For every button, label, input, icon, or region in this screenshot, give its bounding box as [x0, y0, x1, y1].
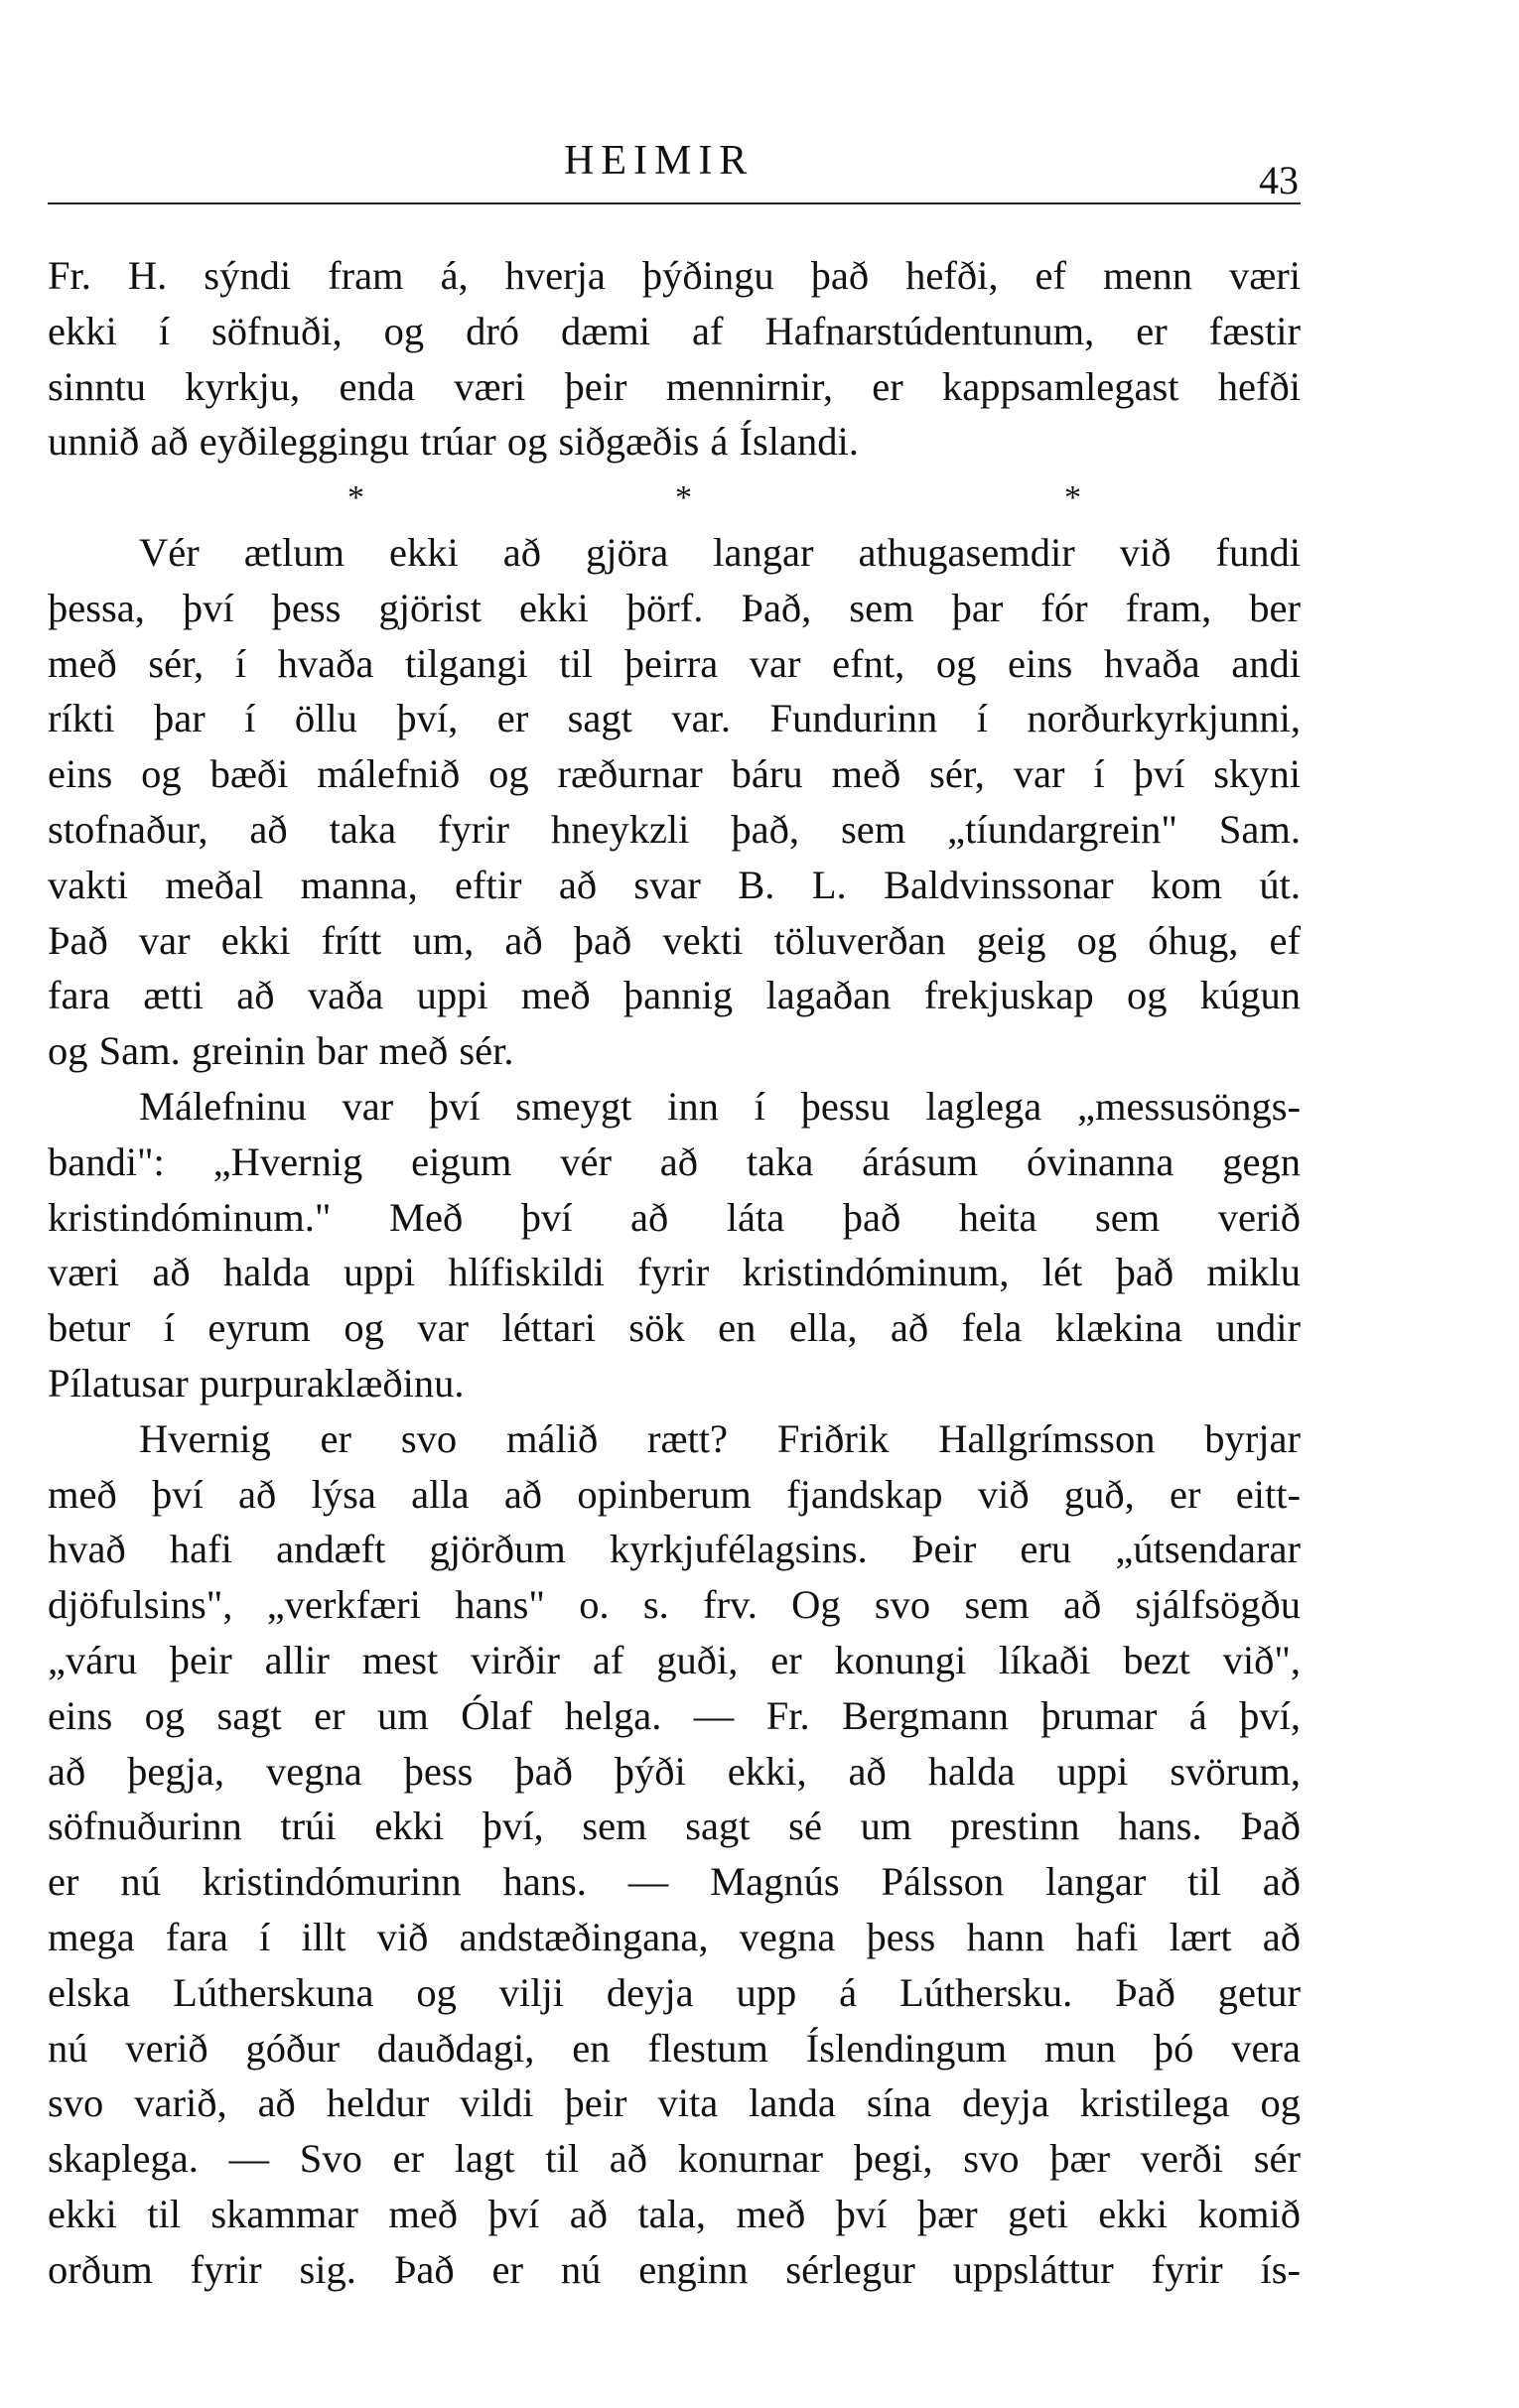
text-line: ekki í söfnuði, og dró dæmi af Hafnarstúdentunum, er fæstir [48, 308, 1301, 353]
text-line: betur í eyrum og var léttari sök en ella, að fela klækina undir [48, 1305, 1301, 1351]
text-line: söfnuðurinn trúi ekki því, sem sagt sé um prestinn hans. Það [48, 1804, 1301, 1849]
text-line: unnið að eyðileggingu trúar og siðgæðis á Íslandi. [48, 419, 859, 465]
text-line: væri að halda uppi hlífiskildi fyrir kristindóminum, lét það miklu [48, 1250, 1301, 1295]
text-line: Hvernig er svo málið rætt? Friðrik Hallgrímsson byrjar [139, 1415, 1301, 1461]
text-line: djöfulsins", „verkfæri hans" o. s. frv. Og svo sem að sjálfsögðu [48, 1582, 1301, 1628]
text-line: orðum fyrir sig. Það er nú enginn sérlegur uppsláttur fyrir ís- [48, 2246, 1301, 2292]
text-line: ekki til skammar með því að tala, með því þær geti ekki komið [48, 2191, 1301, 2236]
header-rule [48, 202, 1301, 204]
text-line: ríkti þar í öllu því, er sagt var. Fundurinn í norðurkyrkjunni, [48, 696, 1301, 741]
text-line: eins og sagt er um Ólaf helga. — Fr. Bergmann þrumar á því, [48, 1692, 1301, 1738]
text-line: með því að lýsa alla að opinberum fjandskap við guð, er eitt- [48, 1471, 1301, 1517]
text-line: nú verið góður dauðdagi, en flestum Íslendingum mun þó vera [48, 2025, 1301, 2071]
text-line: Vér ætlum ekki að gjöra langar athugasemdir við fundi [139, 529, 1301, 575]
asterisk: * [1064, 479, 1081, 517]
page-header [48, 137, 1299, 206]
text-line: þessa, því þess gjörist ekki þörf. Það, sem þar fór fram, ber [48, 585, 1301, 630]
text-line: bandi": „Hvernig eigum vér að taka árásum óvinanna gegn [48, 1138, 1301, 1184]
text-line: hvað hafi andæft gjörðum kyrkjufélagsins. Þeir eru „útsendarar [48, 1527, 1301, 1572]
text-line: stofnaður, að taka fyrir hneykzli það, sem „tíundargrein" Sam. [48, 806, 1301, 852]
text-line: með sér, í hvaða tilgangi til þeirra var efnt, og eins hvaða andi [48, 640, 1301, 686]
body-text [48, 248, 1301, 2297]
text-line: mega fara í illt við andstæðingana, vegna þess hann hafi lært að [48, 1914, 1301, 1959]
page-number: 43 [1259, 158, 1299, 202]
text-line: Pílatusar purpuraklæðinu. [48, 1360, 465, 1405]
asterisk: * [347, 479, 364, 517]
text-line: vakti meðal manna, eftir að svar B. L. Baldvinssonar kom út. [48, 862, 1301, 907]
text-line: Það var ekki frítt um, að það vekti töluverðan geig og óhug, ef [48, 917, 1301, 963]
text-line: Málefninu var því smeygt inn í þessu laglega „messusöngs- [139, 1083, 1301, 1129]
running-head: HEIMIR [564, 138, 755, 184]
text-line: Fr. H. sýndi fram á, hverja þýðingu það hefði, ef menn væri [48, 253, 1301, 298]
section-separator [48, 469, 1301, 525]
text-line: elska Lútherskuna og vilji deyja upp á Lúthersku. Það getur [48, 1969, 1301, 2015]
text-line: kristindóminum." Með því að láta það heita sem verið [48, 1194, 1301, 1240]
text-line: skaplega. — Svo er lagt til að konurnar þegi, svo þær verði sér [48, 2136, 1301, 2182]
text-line: eins og bæði málefnið og ræðurnar báru með sér, var í því skyni [48, 751, 1301, 797]
text-line: sinntu kyrkju, enda væri þeir mennirnir, er kappsamlegast hefði [48, 363, 1301, 409]
text-line: „váru þeir allir mest virðir af guði, er konungi líkaði bezt við", [48, 1637, 1301, 1682]
text-line: að þegja, vegna þess það þýði ekki, að halda uppi svörum, [48, 1748, 1301, 1794]
text-line: svo varið, að heldur vildi þeir vita landa sína deyja kristilega og [48, 2080, 1301, 2126]
text-line: og Sam. greinin bar með sér. [48, 1028, 514, 1074]
asterisk: * [675, 479, 692, 517]
text-line: er nú kristindómurinn hans. — Magnús Pálsson langar til að [48, 1859, 1301, 1905]
text-line: fara ætti að vaða uppi með þannig lagaðan frekjuskap og kúgun [48, 973, 1301, 1018]
